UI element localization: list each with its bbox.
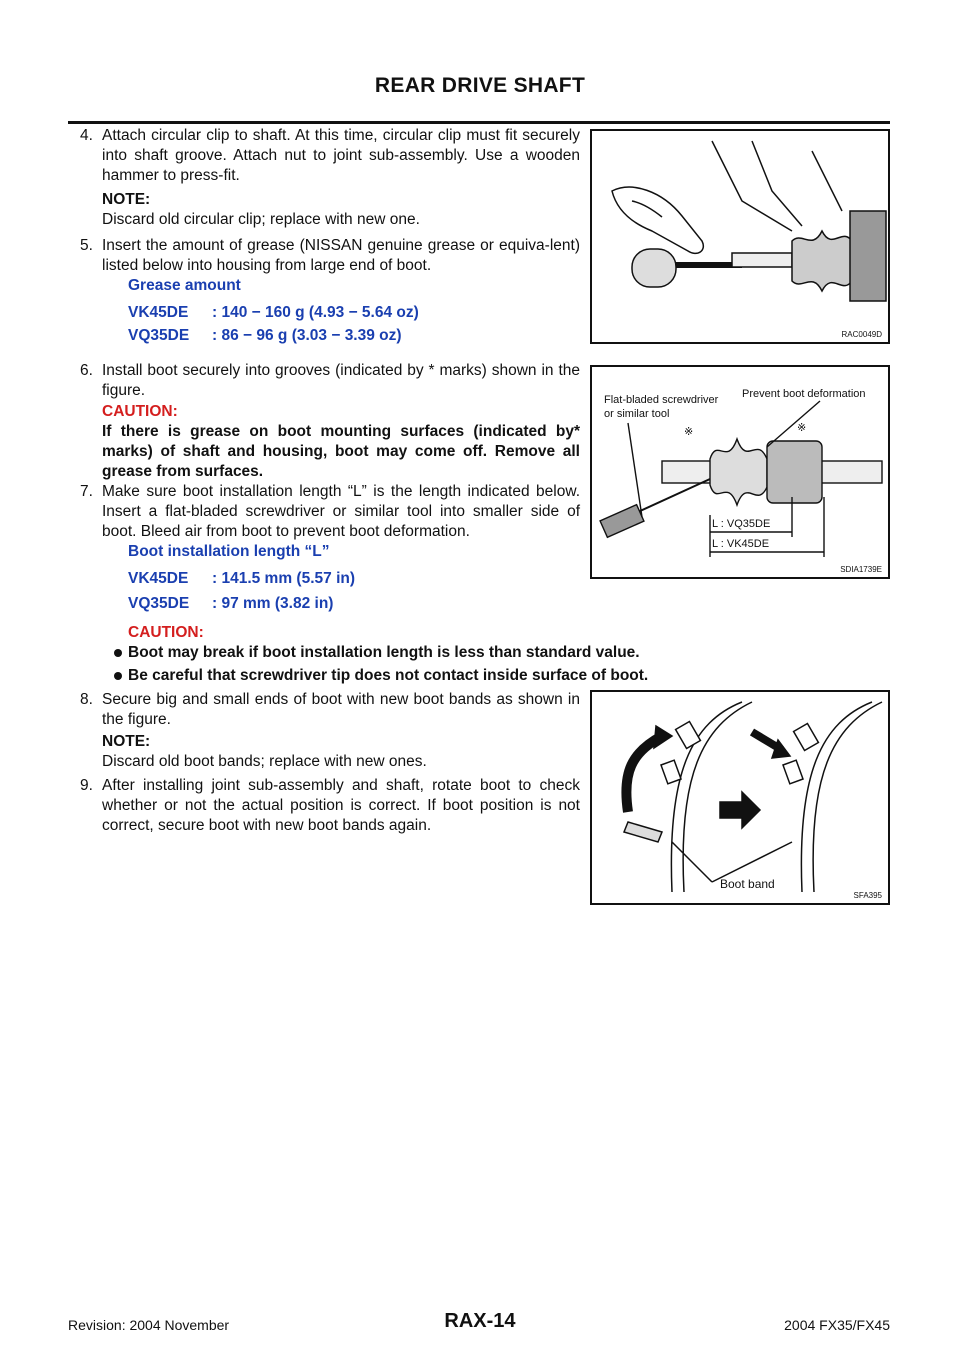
footer-model: 2004 FX35/FX45 <box>784 1317 890 1333</box>
figure-code: SDIA1739E <box>840 565 882 574</box>
step-4-note <box>80 190 580 230</box>
mark-1: ※ <box>684 426 694 438</box>
caution-bullet: Be careful that screwdriver tip does not contact inside surface of boot. <box>128 666 768 686</box>
step-text: Install boot securely into grooves (indicated by * marks) shown in the figure. <box>102 362 580 399</box>
press-fit-illustration <box>592 131 888 342</box>
step-number: 6. <box>80 362 93 379</box>
figure-code: RAC0049D <box>841 330 882 339</box>
figure-code: SFA395 <box>853 891 882 900</box>
step-text: Secure big and small ends of boot with new boot bands as shown in the figure. <box>102 691 580 728</box>
boot-length-row: VK45DE : 141.5 mm (5.57 in) <box>128 570 356 587</box>
note-text: Discard old circular clip; replace with new one. <box>102 211 420 228</box>
step-7 <box>80 482 580 542</box>
step-6 <box>80 361 580 401</box>
step-number: 4. <box>80 127 93 144</box>
label-vq35de: L : VQ35DE <box>712 518 771 530</box>
figure-boot-installation <box>590 365 890 579</box>
page-title: REAR DRIVE SHAFT <box>374 74 586 97</box>
step-text: After installing joint sub-assembly and shaft, rotate boot to check whether or not the actual position is correct. If boot position is not correct, secure boot with new boot bands again. <box>102 777 580 834</box>
figure-boot-bands <box>590 690 890 905</box>
step-4 <box>80 126 580 186</box>
boot-length-row: VQ35DE : 97 mm (3.82 in) <box>128 595 334 612</box>
step-text: Insert the amount of grease (NISSAN genuine grease or equiva-lent) listed below into housing from large end of boot. <box>102 237 580 274</box>
boot-installation-illustration <box>592 367 888 577</box>
label-vk45de: L : VK45DE <box>712 538 770 550</box>
caution-bullet: Boot may break if boot installation length is less than standard value. <box>128 643 768 663</box>
step-number: 5. <box>80 237 93 254</box>
step-text: Attach circular clip to shaft. At this time, circular clip must fit securely into shaft groove. Attach nut to joint sub-assembly. Use a wooden hammer to press-fit. <box>102 127 580 184</box>
boot-bands-illustration <box>592 692 888 903</box>
step-6-caution <box>80 402 580 482</box>
title-divider <box>68 121 890 124</box>
bullet-dot <box>114 672 122 680</box>
label-tool: Flat-bladed screwdriver <box>604 394 719 406</box>
label-tool-2: or similar tool <box>604 408 670 420</box>
step-number: 7. <box>80 483 93 500</box>
step-number: 9. <box>80 777 93 794</box>
caution-label: CAUTION: <box>128 624 204 641</box>
note-label: NOTE: <box>102 191 151 208</box>
grease-spec-row: VK45DE : 140 − 160 g (4.93 − 5.64 oz) <box>128 304 419 321</box>
step-number: 8. <box>80 691 93 708</box>
caution-text: If there is grease on boot mounting surfaces (indicated by* marks) of shaft and housing, boot may come off. Remove all grease from surfaces. <box>102 423 580 480</box>
step-text: Make sure boot installation length “L” is the length indicated below. Insert a flat-bladed screwdriver or similar tool into smaller side of boot. Bleed air from boot to prevent boot deformation. <box>102 483 580 540</box>
bullet-dot <box>114 649 122 657</box>
label-prevent: Prevent boot deformation <box>742 388 866 400</box>
boot-length-title: Boot installation length “L” <box>128 543 330 560</box>
caution-label: CAUTION: <box>102 403 178 420</box>
note-text: Discard old boot bands; replace with new ones. <box>102 753 427 770</box>
step-9 <box>80 776 580 836</box>
mark-2: ※ <box>797 422 807 434</box>
step-8 <box>80 690 580 730</box>
footer-revision: Revision: 2004 November <box>68 1317 230 1333</box>
footer-page-number: RAX-14 <box>444 1310 516 1332</box>
grease-spec-row: VQ35DE : 86 − 96 g (3.03 − 3.39 oz) <box>128 327 402 344</box>
grease-amount-title: Grease amount <box>128 277 241 294</box>
step-5 <box>80 236 580 276</box>
figure-press-fit <box>590 129 890 344</box>
note-label: NOTE: <box>102 733 151 750</box>
label-boot-band: Boot band <box>720 877 775 891</box>
step-8-note <box>80 732 580 772</box>
